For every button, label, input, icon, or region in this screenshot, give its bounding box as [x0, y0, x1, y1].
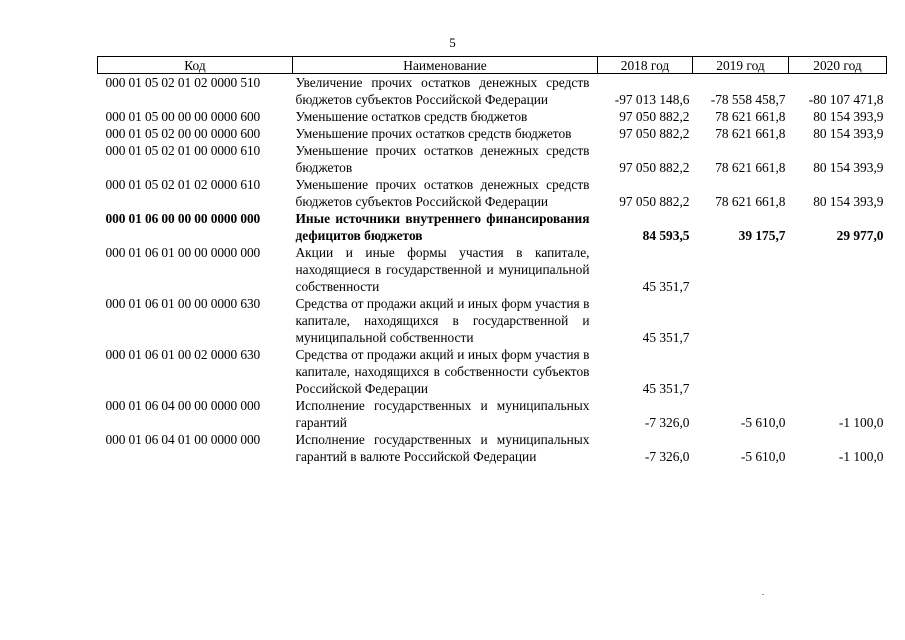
table-row	[98, 125, 887, 142]
row-code: 000 01 06 04 01 00 0000 000	[105, 432, 261, 447]
row-code: 000 01 05 02 01 02 0000 510	[105, 75, 261, 90]
row-value-2018: 97 050 882,2	[619, 109, 690, 124]
row-name: Уменьшение остатков средств бюджетов	[295, 109, 528, 124]
page-number: 5	[449, 35, 456, 50]
row-value-2020: -1 100,0	[838, 449, 884, 464]
row-code: 000 01 06 01 00 00 0000 000	[105, 245, 261, 260]
row-value-2019: -5 610,0	[740, 449, 786, 464]
row-value-2020: -80 107 471,8	[808, 92, 884, 107]
row-value-2019	[693, 346, 789, 397]
scan-speck	[762, 594, 764, 595]
row-value-2020: 29 977,0	[836, 228, 884, 243]
table-row	[98, 74, 887, 109]
row-value-2018: 97 050 882,2	[619, 126, 690, 141]
row-name: Уменьшение прочих остатков денежных средств бюджетов	[295, 143, 590, 175]
table-row	[98, 142, 887, 176]
row-value-2018: -97 013 148,6	[614, 92, 690, 107]
row-code: 000 01 06 01 00 00 0000 630	[105, 296, 261, 311]
row-name: Увеличение прочих остатков денежных средств бюджетов субъектов Российской Федерации	[295, 75, 590, 107]
row-name: Исполнение государственных и муниципальных гарантий в валюте Российской Федерации	[295, 432, 590, 464]
table-header-row	[98, 57, 887, 74]
row-value-2020: -1 100,0	[838, 415, 884, 430]
row-value-2019	[693, 295, 789, 346]
row-value-2020: 80 154 393,9	[813, 194, 884, 209]
row-value-2019: 78 621 661,8	[715, 126, 786, 141]
row-code: 000 01 05 02 01 02 0000 610	[105, 177, 261, 192]
row-name: Уменьшение прочих остатков средств бюджетов	[295, 126, 572, 141]
row-code: 000 01 05 00 00 00 0000 600	[105, 109, 261, 124]
row-name: Исполнение государственных и муниципальных гарантий	[295, 398, 590, 430]
header-code: Код	[98, 57, 293, 74]
row-value-2019: 78 621 661,8	[715, 160, 786, 175]
row-value-2018: 97 050 882,2	[619, 194, 690, 209]
row-value-2020	[789, 295, 887, 346]
row-name: Иные источники внутреннего финансирования дефицитов бюджетов	[295, 211, 590, 243]
row-value-2019: 78 621 661,8	[715, 194, 786, 209]
row-name: Уменьшение прочих остатков денежных средств бюджетов субъектов Российской Федерации	[295, 177, 590, 209]
row-value-2020: 80 154 393,9	[813, 126, 884, 141]
row-value-2018: -7 326,0	[644, 449, 690, 464]
row-name: Средства от продажи акций и иных форм участия в капитале, находящихся в государственной и муниципальной собственности	[295, 296, 590, 345]
row-value-2018: 84 593,5	[642, 228, 690, 243]
row-value-2018: 45 351,7	[642, 330, 690, 345]
row-value-2019: -78 558 458,7	[710, 92, 786, 107]
table-row	[98, 108, 887, 125]
header-name: Наименование	[293, 57, 598, 74]
row-code: 000 01 05 02 00 00 0000 600	[105, 126, 261, 141]
row-code: 000 01 05 02 01 00 0000 610	[105, 143, 261, 158]
header-2019: 2019 год	[693, 57, 789, 74]
row-value-2019: 78 621 661,8	[715, 109, 786, 124]
row-code: 000 01 06 04 00 00 0000 000	[105, 398, 261, 413]
table-row	[98, 431, 887, 465]
table-row-total	[98, 210, 887, 244]
row-value-2019: 39 175,7	[738, 228, 786, 243]
row-value-2018: 97 050 882,2	[619, 160, 690, 175]
table-row	[98, 397, 887, 431]
row-value-2018: 45 351,7	[642, 279, 690, 294]
table-row	[98, 295, 887, 346]
row-value-2019: -5 610,0	[740, 415, 786, 430]
row-value-2020	[789, 346, 887, 397]
row-value-2018: -7 326,0	[644, 415, 690, 430]
row-name: Акции и иные формы участия в капитале, находящиеся в государственной и муниципальной собственности	[295, 245, 590, 294]
table-row	[98, 176, 887, 210]
row-value-2020: 80 154 393,9	[813, 160, 884, 175]
header-2018: 2018 год	[598, 57, 693, 74]
row-code: 000 01 06 00 00 00 0000 000	[105, 211, 261, 226]
budget-sources-table	[97, 56, 887, 465]
row-name: Средства от продажи акций и иных форм участия в капитале, находящихся в собственности субъектов Российской Федерации	[295, 347, 590, 396]
row-code: 000 01 06 01 00 02 0000 630	[105, 347, 261, 362]
row-value-2020: 80 154 393,9	[813, 109, 884, 124]
row-value-2018: 45 351,7	[642, 381, 690, 396]
header-2020: 2020 год	[789, 57, 887, 74]
table-row	[98, 244, 887, 295]
row-value-2019	[693, 244, 789, 295]
row-value-2020	[789, 244, 887, 295]
table-row	[98, 346, 887, 397]
